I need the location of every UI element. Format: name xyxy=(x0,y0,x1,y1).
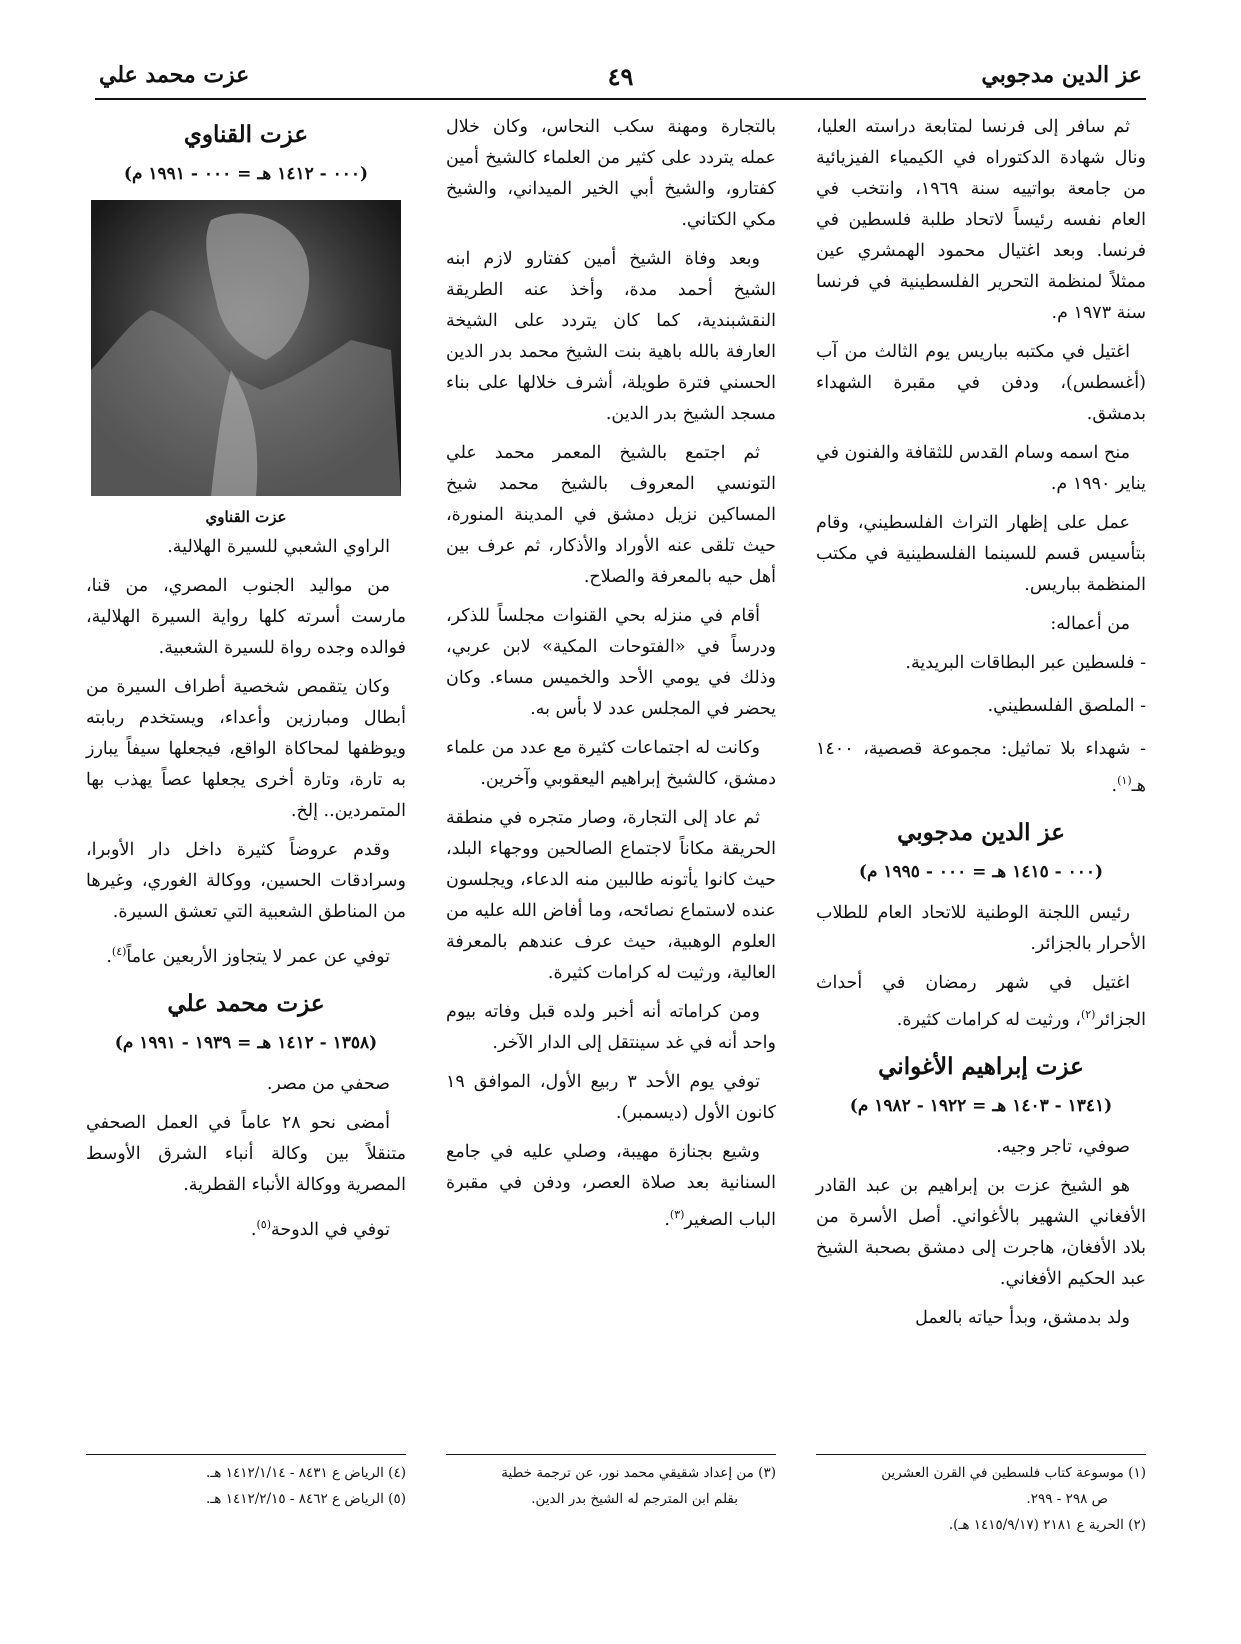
header-left-title: عزت محمد علي xyxy=(99,62,250,88)
list-item-text: - شهداء بلا تماثيل: مجموعة قصصية، ١٤٠٠ هـ xyxy=(816,739,1146,796)
paragraph: ثم سافر إلى فرنسا لمتابعة دراسته العليا، ونال شهادة الدكتوراه في الكيمياء الفيزيائية من جامعة بواتييه سنة ١٩٦٩، وانتخب في العام نفسه رئيساً لاتحاد طلبة فلسطين في فرنسا. وبعد اغتيال محمود الهمشري عين ممثلاً لمنظمة التحرير الفلسطينية في فرنسا سنة ١٩٧٣ م. xyxy=(816,117,1146,323)
entry-title: عزت محمد علي xyxy=(167,989,325,1017)
paragraph: رئيس اللجنة الوطنية للاتحاد العام للطلاب الأحرار بالجزائر. xyxy=(816,902,1146,954)
paragraph-text: وشيع بجنازة مهيبة، وصلي عليه في جامع السنانية بعد صلاة العصر، ودفن في مقبرة الباب الصغير xyxy=(446,1142,776,1230)
footnote-ref: (٥) xyxy=(256,1217,272,1231)
footnote: (٥) الرياض ع ٨٤٦٢ - ١٤١٢/٢/١٥ هـ. xyxy=(206,1491,406,1507)
footnote-ref: (٣) xyxy=(669,1208,685,1221)
paragraph: عمل على إظهار التراث الفلسطيني، وقام بتأسيس قسم للسينما الفلسطينية في مكتب المنظمة بباريس. xyxy=(816,513,1146,595)
header-right-title: عز الدين مدجوبي xyxy=(981,62,1142,88)
paragraph: ومن كراماته أنه أخبر ولده قبل وفاته بيوم واحد أنه في غد سينتقل إلى الدار الآخر. xyxy=(446,1002,776,1053)
paragraph: صوفي، تاجر وجيه. xyxy=(996,1136,1130,1157)
footnote: بقلم ابن المترجم له الشيخ بدر الدين. xyxy=(531,1491,738,1507)
paragraph: وبعد وفاة الشيخ أمين كفتارو لازم ابنه الشيخ أحمد مدة، وأخذ عنه الطريقة النقشبندية، كما كان يتردد على الشيخة العارفة بالله باهية بنت الشيخ محمد بدر الدين الحسني فترة طويلة، أشرف خلالها على بناء مسجد الشيخ بدر الدين. xyxy=(446,249,776,424)
paragraph xyxy=(86,936,406,973)
paragraph-text: اغتيل في شهر رمضان في أحداث الجزائر xyxy=(816,972,1146,1030)
paragraph: وكانت له اجتماعات كثيرة مع عدد من علماء دمشق، كالشيخ إبراهيم اليعقوبي وآخرين. xyxy=(446,738,776,789)
portrait-image xyxy=(91,200,401,496)
paragraph-text: توفي عن عمر لا يتجاوز الأربعين عاماً xyxy=(126,946,390,967)
works-list xyxy=(816,648,1146,802)
paragraph: بالتجارة ومهنة سكب النحاس، وكان خلال عمله يتردد على كثير من العلماء كالشيخ أمين كفتارو، والشيخ أبي الخير الميداني، والشيخ مكي الكتاني. xyxy=(446,117,776,230)
works-label: من أعماله: xyxy=(1050,614,1130,634)
footnote-ref: (١) xyxy=(1117,774,1132,787)
paragraph: أمضى نحو ٢٨ عاماً في العمل الصحفي متنقلاً بين وكالة أنباء الشرق الأوسط المصرية ووكالة الأنباء القطرية. xyxy=(86,1112,406,1195)
footnote: (١) موسوعة كتاب فلسطين في القرن العشرين xyxy=(881,1465,1146,1481)
entry-title: عزت إبراهيم الأغواني xyxy=(878,1052,1084,1080)
paragraph xyxy=(816,968,1146,1036)
paragraph: وقدم عروضاً كثيرة داخل دار الأوبرا، وسرادقات الحسين، ووكالة الغوري، وغيرها من المناطق الشعبية التي تعشق السيرة. xyxy=(86,840,406,922)
footnotes-left xyxy=(86,1460,406,1512)
entry-dates: (١٣٤١ - ١٤٠٣ هـ = ١٩٢٢ - ١٩٨٢ م) xyxy=(849,1095,1113,1116)
footnote-rule xyxy=(446,1454,776,1455)
footnotes-right xyxy=(816,1460,1146,1538)
footnote-ref: (٢) xyxy=(1080,1007,1096,1021)
paragraph: ولد بدمشق، وبدأ حياته بالعمل xyxy=(915,1307,1130,1328)
footnote: (٢) الحرية ع ٢١٨١ (١٤١٥/٩/١٧ هـ). xyxy=(948,1517,1146,1533)
list-item: - شهداء بلا تماثيل: مجموعة قصصية، ١٤٠٠ هـ$^{(١)}$. xyxy=(816,739,1146,796)
column-left xyxy=(86,112,406,1254)
paragraph: ثم اجتمع بالشيخ المعمر محمد علي التونسي المعروف بالشيخ محمد شيخ المساكين نزيل دمشق في المدينة المنورة، حيث تلقى عنه الأوراد والأذكار، ثم عرف بين أهل حيه بالمعرفة والصلاح. xyxy=(446,443,776,587)
paragraph: وشيع بجنازة مهيبة، وصلي عليه في جامع السنانية بعد صلاة العصر، ودفن في مقبرة الباب الصغير$^{(٣)}$. xyxy=(446,1142,776,1230)
footnotes-middle xyxy=(446,1460,776,1512)
photo-caption: عزت القناوي xyxy=(205,508,287,526)
paragraph: من مواليد الجنوب المصري، من قنا، مارست أسرته كلها رواية السيرة الهلالية، فوالده وجده رواة للسيرة الشعبية. xyxy=(86,576,406,658)
header-rule xyxy=(95,98,1146,100)
paragraph xyxy=(86,1209,406,1246)
running-header xyxy=(95,58,1146,98)
paragraph: منح اسمه وسام القدس للثقافة والفنون في يناير ١٩٩٠ م. xyxy=(816,443,1146,494)
list-item: - الملصق الفلسطيني. xyxy=(987,696,1146,716)
list-item: - فلسطين عبر البطاقات البريدية. xyxy=(905,653,1146,673)
footnote-ref: (٤) xyxy=(111,945,127,958)
paragraph: وكان يتقمص شخصية أطراف السيرة من أبطال ومبارزين وأعداء، ويستخدم ربابته ويوظفها لمحاكاة الواقع، فيجعلها سيفاً يبارز به تارة، وتارة أخرى يجعلها عصاً يهذب بها المتمردين.. إلخ. xyxy=(86,677,406,821)
paragraph: ثم عاد إلى التجارة، وصار متجره في منطقة الحريقة مكاناً لاجتماع الصالحين ووجهاء البلد، حيث كانوا يأتونه طالبين منه الدعاء، ويجلسون عنده لاستماع نصائحه، وما أفاض الله عليه من العلوم الوهبية، حيث عرف عندهم بالمعرفة العالية، ورثيت له كرامات كثيرة. xyxy=(446,808,776,983)
paragraph: أقام في منزله بحي القنوات مجلساً للذكر، ودرساً في «الفتوحات المكية» لابن عربي، وذلك في يومي الأحد والخميس مساء. وكان يحضر في المجلس عدد لا بأس به. xyxy=(446,606,776,719)
portrait-photo xyxy=(91,200,401,496)
paragraph-text: ، ورثيت له كرامات كثيرة. xyxy=(896,1009,1081,1030)
paragraph-text: . xyxy=(250,1219,257,1240)
paragraph: الراوي الشعبي للسيرة الهلالية. xyxy=(167,537,390,557)
paragraph-text: . xyxy=(106,946,112,967)
paragraph: صحفي من مصر. xyxy=(266,1073,390,1094)
column-right xyxy=(816,112,1146,1342)
entry-dates: (٠٠٠ - ١٤١٢ هـ = ٠٠٠ - ١٩٩١ م) xyxy=(123,164,369,184)
entry-dates: (٠٠٠ - ١٤١٥ هـ = ٠٠٠ - ١٩٩٥ م) xyxy=(858,861,1104,882)
paragraph-text: توفي في الدوحة xyxy=(271,1219,390,1240)
footnote: (٤) الرياض ع ٨٤٣١ - ١٤١٢/١/١٤ هـ. xyxy=(206,1465,406,1481)
page-number: ٤٩ xyxy=(607,62,634,91)
paragraph: اغتيل في مكتبه بباريس يوم الثالث من آب (أغسطس)، ودفن في مقبرة الشهداء بدمشق. xyxy=(816,342,1146,424)
footnote-rule xyxy=(816,1454,1146,1455)
paragraph: توفي يوم الأحد ٣ ربيع الأول، الموافق ١٩ كانون الأول (ديسمبر). xyxy=(446,1072,776,1123)
footnote-rule xyxy=(86,1454,406,1455)
footnote: (٣) من إعداد شقيقي محمد نور، عن ترجمة خطية xyxy=(501,1465,776,1481)
footnote: ص ٢٩٨ - ٢٩٩. xyxy=(1026,1491,1108,1507)
entry-dates: (١٣٥٨ - ١٤١٢ هـ = ١٩٣٩ - ١٩٩١ م) xyxy=(114,1032,378,1053)
column-middle xyxy=(446,112,776,1244)
paragraph: هو الشيخ عزت بن إبراهيم بن عبد القادر الأفغاني الشهير بالأغواني. أصل الأسرة من بلاد الأفغان، هاجرت إلى دمشق بصحبة الشيخ عبد الحكيم الأفغاني. xyxy=(816,1175,1146,1289)
entry-title: عز الدين مدجوبي xyxy=(897,818,1065,846)
entry-title: عزت القناوي xyxy=(183,121,309,148)
